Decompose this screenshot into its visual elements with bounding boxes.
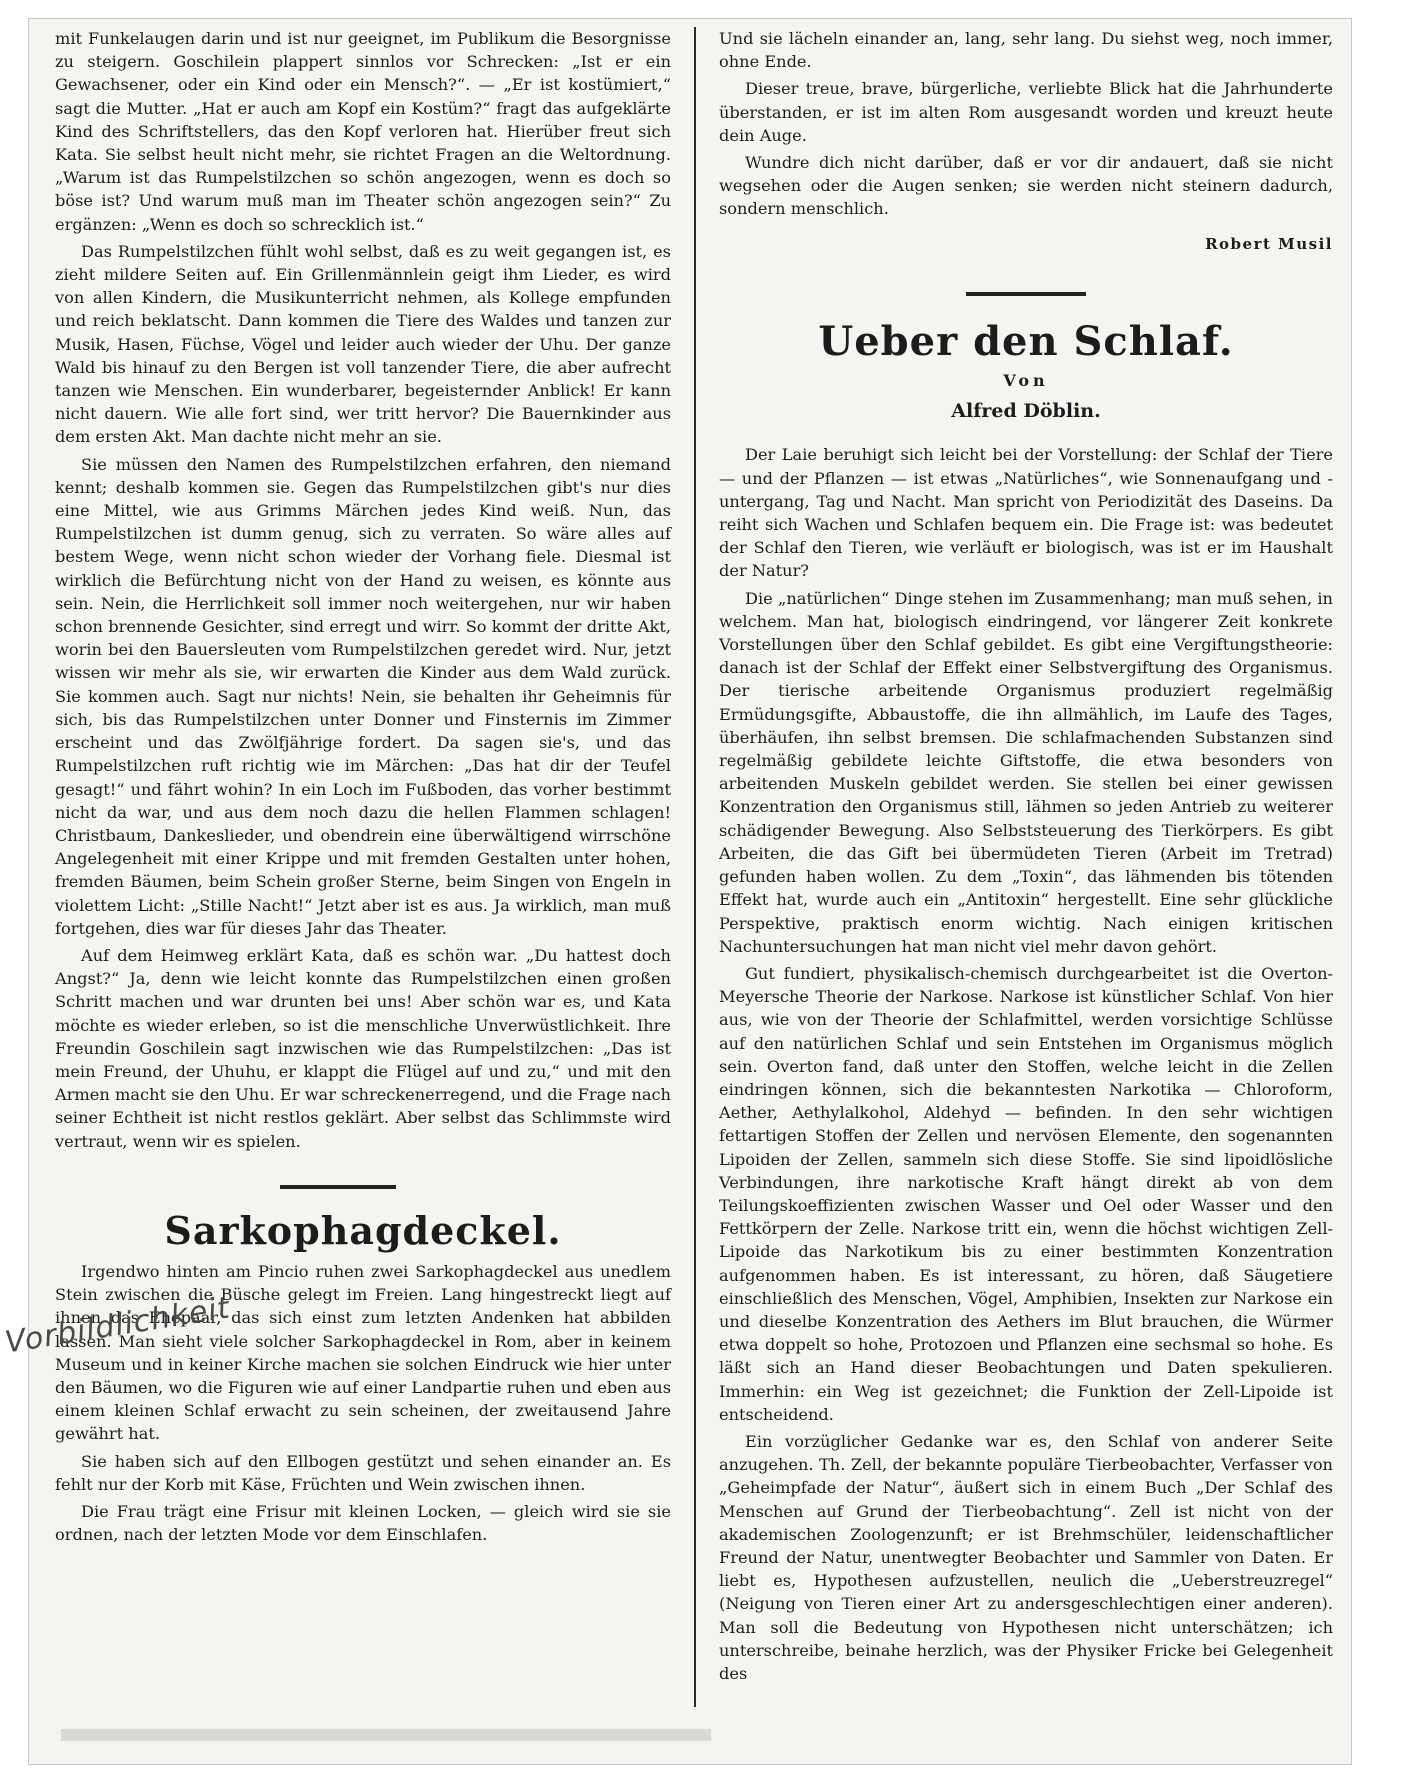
column-divider (694, 27, 696, 1707)
article-paragraph-4: Ein vorzüglicher Gedanke war es, den Schlaf von anderer Seite anzugehen. Th. Zell, der bekannte populäre Tierbeobachter, Verfasser von „Geheimpfade der Natur“, äußert sich in einem Buch „Der Schlaf des Menschen auf Grund der Tierbeobachtung“. Zell ist nicht von der akademischen Zoologenzunft; er ist Brehmschüler, leidenschaftlicher Freund der Natur, unentwegter Beobachter und Sammler von Daten. Er liebt es, Hypothesen aufzustellen, neulich die „Ueberstreuzregel“ (Neigung von Tieren einer Art zu andersgeschlechtigen einer anderen). Man soll die Bedeutung von Hypothesen nicht unterschätzen; ich unterschreibe, beinahe herzlich, was der Physiker Fricke bei Gelegenheit des (719, 1431, 1333, 1683)
sarkophag-title: Sarkophagdeckel. (164, 1207, 562, 1253)
left-paragraph-3: Sie müssen den Namen des Rumpelstilzchen erfahren, den niemand kennt; deshalb kommen sie. Gegen das Rumpelstilzchen gibt's nur dies eine Mittel, wie aus Grimms Märchen jedes Kind weiß. Nun, das Rumpelstilzchen ist dumm genug, sich zu verraten. So wäre alles auf bestem Wege, wenn nicht schon wieder der Vorhang fiele. Diesmal ist wirklich die Befürchtung nicht von der Hand zu weisen, es könnte aus sein. Nein, die Herrlichkeit soll immer noch weitergehen, nur wir haben schon brennende Gesichter, sind erregt und wirr. So kommt der dritte Akt, worin bei den Bauersleuten vom Rumpelstilzchen geredet wird. Nur, jetzt wissen wir mehr als sie, wir erwarten die Kinder aus dem Wald zurück. Sie kommen auch. Sagt nur nichts! Nein, sie behalten ihr Geheimnis für sich, bis das Rumpelstilzchen unter Donner und Finsternis im Zimmer erscheint und das Zwölfjährige fordert. Da sagen sie's, und das Rumpelstilzchen ruft richtig wie im Märchen: „Das hat dir der Teufel gesagt!“ und fährt wohin? In ein Loch im Fußboden, das vorher bestimmt nicht da war, und aus dem noch dazu die hellen Flammen schlagen! Christbaum, Dankeslieder, und obendrein eine überwältigend wirrschöne Angelegenheit mit einer Krippe und mit fremden Gestalten unter hohen, fremden Bäumen, beim Schein großer Sterne, beim Singen von Engeln in violettem Licht: „Stille Nacht!“ Jetzt aber ist es aus. Ja wirklich, man muß fortgehen, dies war für dieses Jahr das Theater. (55, 454, 671, 938)
article-von: Von (1003, 371, 1049, 391)
newspaper-page (28, 18, 1352, 1765)
handwritten-note: Vorbildlichkeit (2, 1290, 233, 1361)
musil-paragraph-1: Und sie lächeln einander an, lang, sehr lang. Du siehst weg, noch immer, ohne Ende. (719, 29, 1333, 72)
left-separator-rule (280, 1185, 396, 1189)
sarkophag-paragraph-2: Sie haben sich auf den Ellbogen gestützt und sehen einander an. Es fehlt nur der Korb mit Käse, Früchten und Wein zwischen ihnen. (55, 1451, 671, 1494)
scan-smudge (61, 1729, 711, 1741)
musil-author: Robert Musil (1205, 234, 1333, 253)
right-separator-rule (966, 292, 1086, 296)
musil-paragraph-3: Wundre dich nicht darüber, daß er vor dir andauert, daß sie nicht wegsehen oder die Augen senken; sie werden nicht steinern dadurch, sondern menschlich. (719, 153, 1333, 219)
sarkophag-paragraph-3: Die Frau trägt eine Frisur mit kleinen Locken, — gleich wird sie sie ordnen, nach der letzten Mode vor dem Einschlafen. (55, 1501, 671, 1545)
article-title: Ueber den Schlaf. (818, 317, 1234, 365)
article-paragraph-2: Die „natürlichen“ Dinge stehen im Zusammenhang; man muß sehen, in welchem. Man hat, biologisch eindringend, vor längerer Zeit konkrete Vorstellungen über den Schlaf gebildet. Es gibt eine Vergiftungstheorie: danach ist der Schlaf der Effekt einer Selbstvergiftung des Organismus. Der tierische arbeitende Organismus produziert regelmäßig Ermüdungsgifte, Abbaustoffe, die ihn allmählich, im Laufe des Tages, überhäufen, ihn selbst bremsen. Die schlafmachenden Substanzen sind regelmäßig gebildete leichte Giftstoffe, die etwa besonders von arbeitenden Muskeln gebildet werden. Sie stellen bei einer gewissen Konzentration den Organismus still, lähmen so jeden Antrieb zu weiterer schädigender Bewegung. Also Selbststeuerung des Tierkörpers. Es gibt Arbeiten, die das Gift bei übermüdeten Tieren (Arbeit im Tretrad) gefunden haben wollen. Zu dem „Toxin“, das lähmenden bis tötenden Effekt hat, wurde auch ein „Antitoxin“ hergestellt. Eine sehr glückliche Perspektive, praktisch enorm wichtig. Nach einigen kritischen Nachuntersuchungen hat man nicht viel mehr davon gehört. (719, 588, 1333, 956)
left-paragraph-4: Auf dem Heimweg erklärt Kata, daß es schön war. „Du hattest doch Angst?“ Ja, denn wie leicht konnte das Rumpelstilzchen einen großen Schritt machen und war drunten bei uns! Aber schön war es, und Kata möchte es wieder erleben, so ist die menschliche Unverwüstlichkeit. Ihre Freundin Goschilein sagt inzwischen wie das Rumpelstilzchen: „Das ist mein Freund, der Uhuhu, er klappt die Flügel auf und zu,“ und mit den Armen macht sie den Uhu. Er war schreckenerregend, und die Frage nach seiner Echtheit ist nicht restlos geklärt. Aber selbst das Schlimmste wird vertraut, wenn wir es spielen. (55, 945, 671, 1151)
article-author: Alfred Döblin. (951, 400, 1101, 423)
left-paragraph-1: mit Funkelaugen darin und ist nur geeignet, im Publikum die Besorgnisse zu steigern. Goschilein plappert sinnlos vor Schrecken: „Ist er ein Gewachsener, oder ein Kind oder ein Mensch?“. — „Er ist kostümiert,“ sagt die Mutter. „Hat er auch am Kopf ein Kostüm?“ fragt das aufgeklärte Kind des Schriftstellers, das den Kopf verloren hat. Hierüber freut sich Kata. Sie selbst heult nicht mehr, sie richtet Fragen an die Weltordnung. „Warum ist das Rumpelstilzchen so schön angezogen, wenn es doch so böse ist? Und warum muß man im Theater schön angezogen sein?“ Zu ergänzen: „Wenn es doch so schrecklich ist.“ (55, 29, 671, 234)
article-paragraph-1: Der Laie beruhigt sich leicht bei der Vorstellung: der Schlaf der Tiere — und der Pflanzen — ist etwas „Natürliches“, wie Sonnenaufgang und -untergang, Tag und Nacht. Man spricht von Periodizität des Daseins. Da reiht sich Wachen und Schlafen bequem ein. Die Frage ist: was bedeutet der Schlaf den Tieren, wie verläuft er biologisch, was ist er im Haushalt der Natur? (719, 445, 1333, 581)
sarkophag-paragraph-1: Irgendwo hinten am Pincio ruhen zwei Sarkophagdeckel aus unedlem Stein zwischen die Büsche gelegt im Freien. Lang hingestreckt liegt auf ihnen das Ehepaar, das sich einst zum letzten Andenken hat abbilden lassen. Man sieht viele solcher Sarkophagdeckel in Rom, aber in keinem Museum und in keiner Kirche machen sie solchen Eindruck wie hier unter den Bäumen, wo die Figuren wie auf einer Landpartie ruhen und eben aus einem kleinen Schlaf erwacht zu sein scheinen, der zweitausend Jahre gewährt hat. (55, 1261, 671, 1444)
right-column (719, 27, 1333, 1689)
left-paragraph-2: Das Rumpelstilzchen fühlt wohl selbst, daß es zu weit gegangen ist, es zieht mildere Seiten auf. Ein Grillenmännlein geigt ihm Lieder, es wird von allen Kindern, die Musikunterricht nehmen, als Kollege empfunden und reich beklatscht. Dann kommen die Tiere des Waldes und tanzen zur Musik, Hasen, Füchse, Vögel und leider auch wieder der Uhu. Der ganze Wald bis hinauf zu den Bergen ist voll tanzender Tiere, die aber aufrecht tanzen wie Menschen. Ein wunderbarer, begeisternder Anblick! Er kann nicht dauern. Wie alle fort sind, wer tritt hervor? Die Bauernkinder aus dem ersten Akt. Man dachte nicht mehr an sie. (55, 241, 671, 447)
article-paragraph-3: Gut fundiert, physikalisch-chemisch durchgearbeitet ist die Overton-Meyersche Theorie der Narkose. Narkose ist künstlicher Schlaf. Von hier aus, wie von der Theorie der Schlafmittel, werden vorsichtige Schlüsse auf den natürlichen Schlaf und sein Entstehen im Organismus möglich sein. Overton fand, daß unter den Stoffen, welche leicht in die Zellen eindringen können, sich die bekanntesten Narkotika — Chloroform, Aether, Aethylalkohol, Aldehyd — befinden. In den sehr wichtigen fettartigen Stoffen der Zellen und nervösen Elemente, den sogenannten Lipoiden der Zellen, sammeln sich diese Stoffe. Sie sind lipoidlösliche Verbindungen, ihre narkotische Kraft hängt direkt ab von dem Teilungskoeffizienten zwischen Wasser und Oel oder Wasser und den Fettkörpern der Zelle. Narkose tritt ein, wenn die höchst wichtigen Zell-Lipoide das Narkotikum bis zu einer bestimmten Konzentration aufgenommen haben. Es ist interessant, zu hören, daß Säugetiere einschließlich des Menschen, Vögel, Amphibien, Insekten zur Narkose ein und dieselbe Konzentration des Aethers im Blut brauchen, die Würmer etwa doppelt so hohe, Protozoen und Pflanzen eine sechsmal so hohe. Es läßt sich an Hand dieser Beobachtungen und Daten spekulieren. Immerhin: ein Weg ist gezeichnet; die Funktion der Zell-Lipoide ist entscheidend. (719, 963, 1333, 1424)
musil-paragraph-2: Dieser treue, brave, bürgerliche, verliebte Blick hat die Jahrhunderte überstanden, er ist im alten Rom ausgesandt worden und kreuzt heute dein Auge. (719, 79, 1333, 145)
